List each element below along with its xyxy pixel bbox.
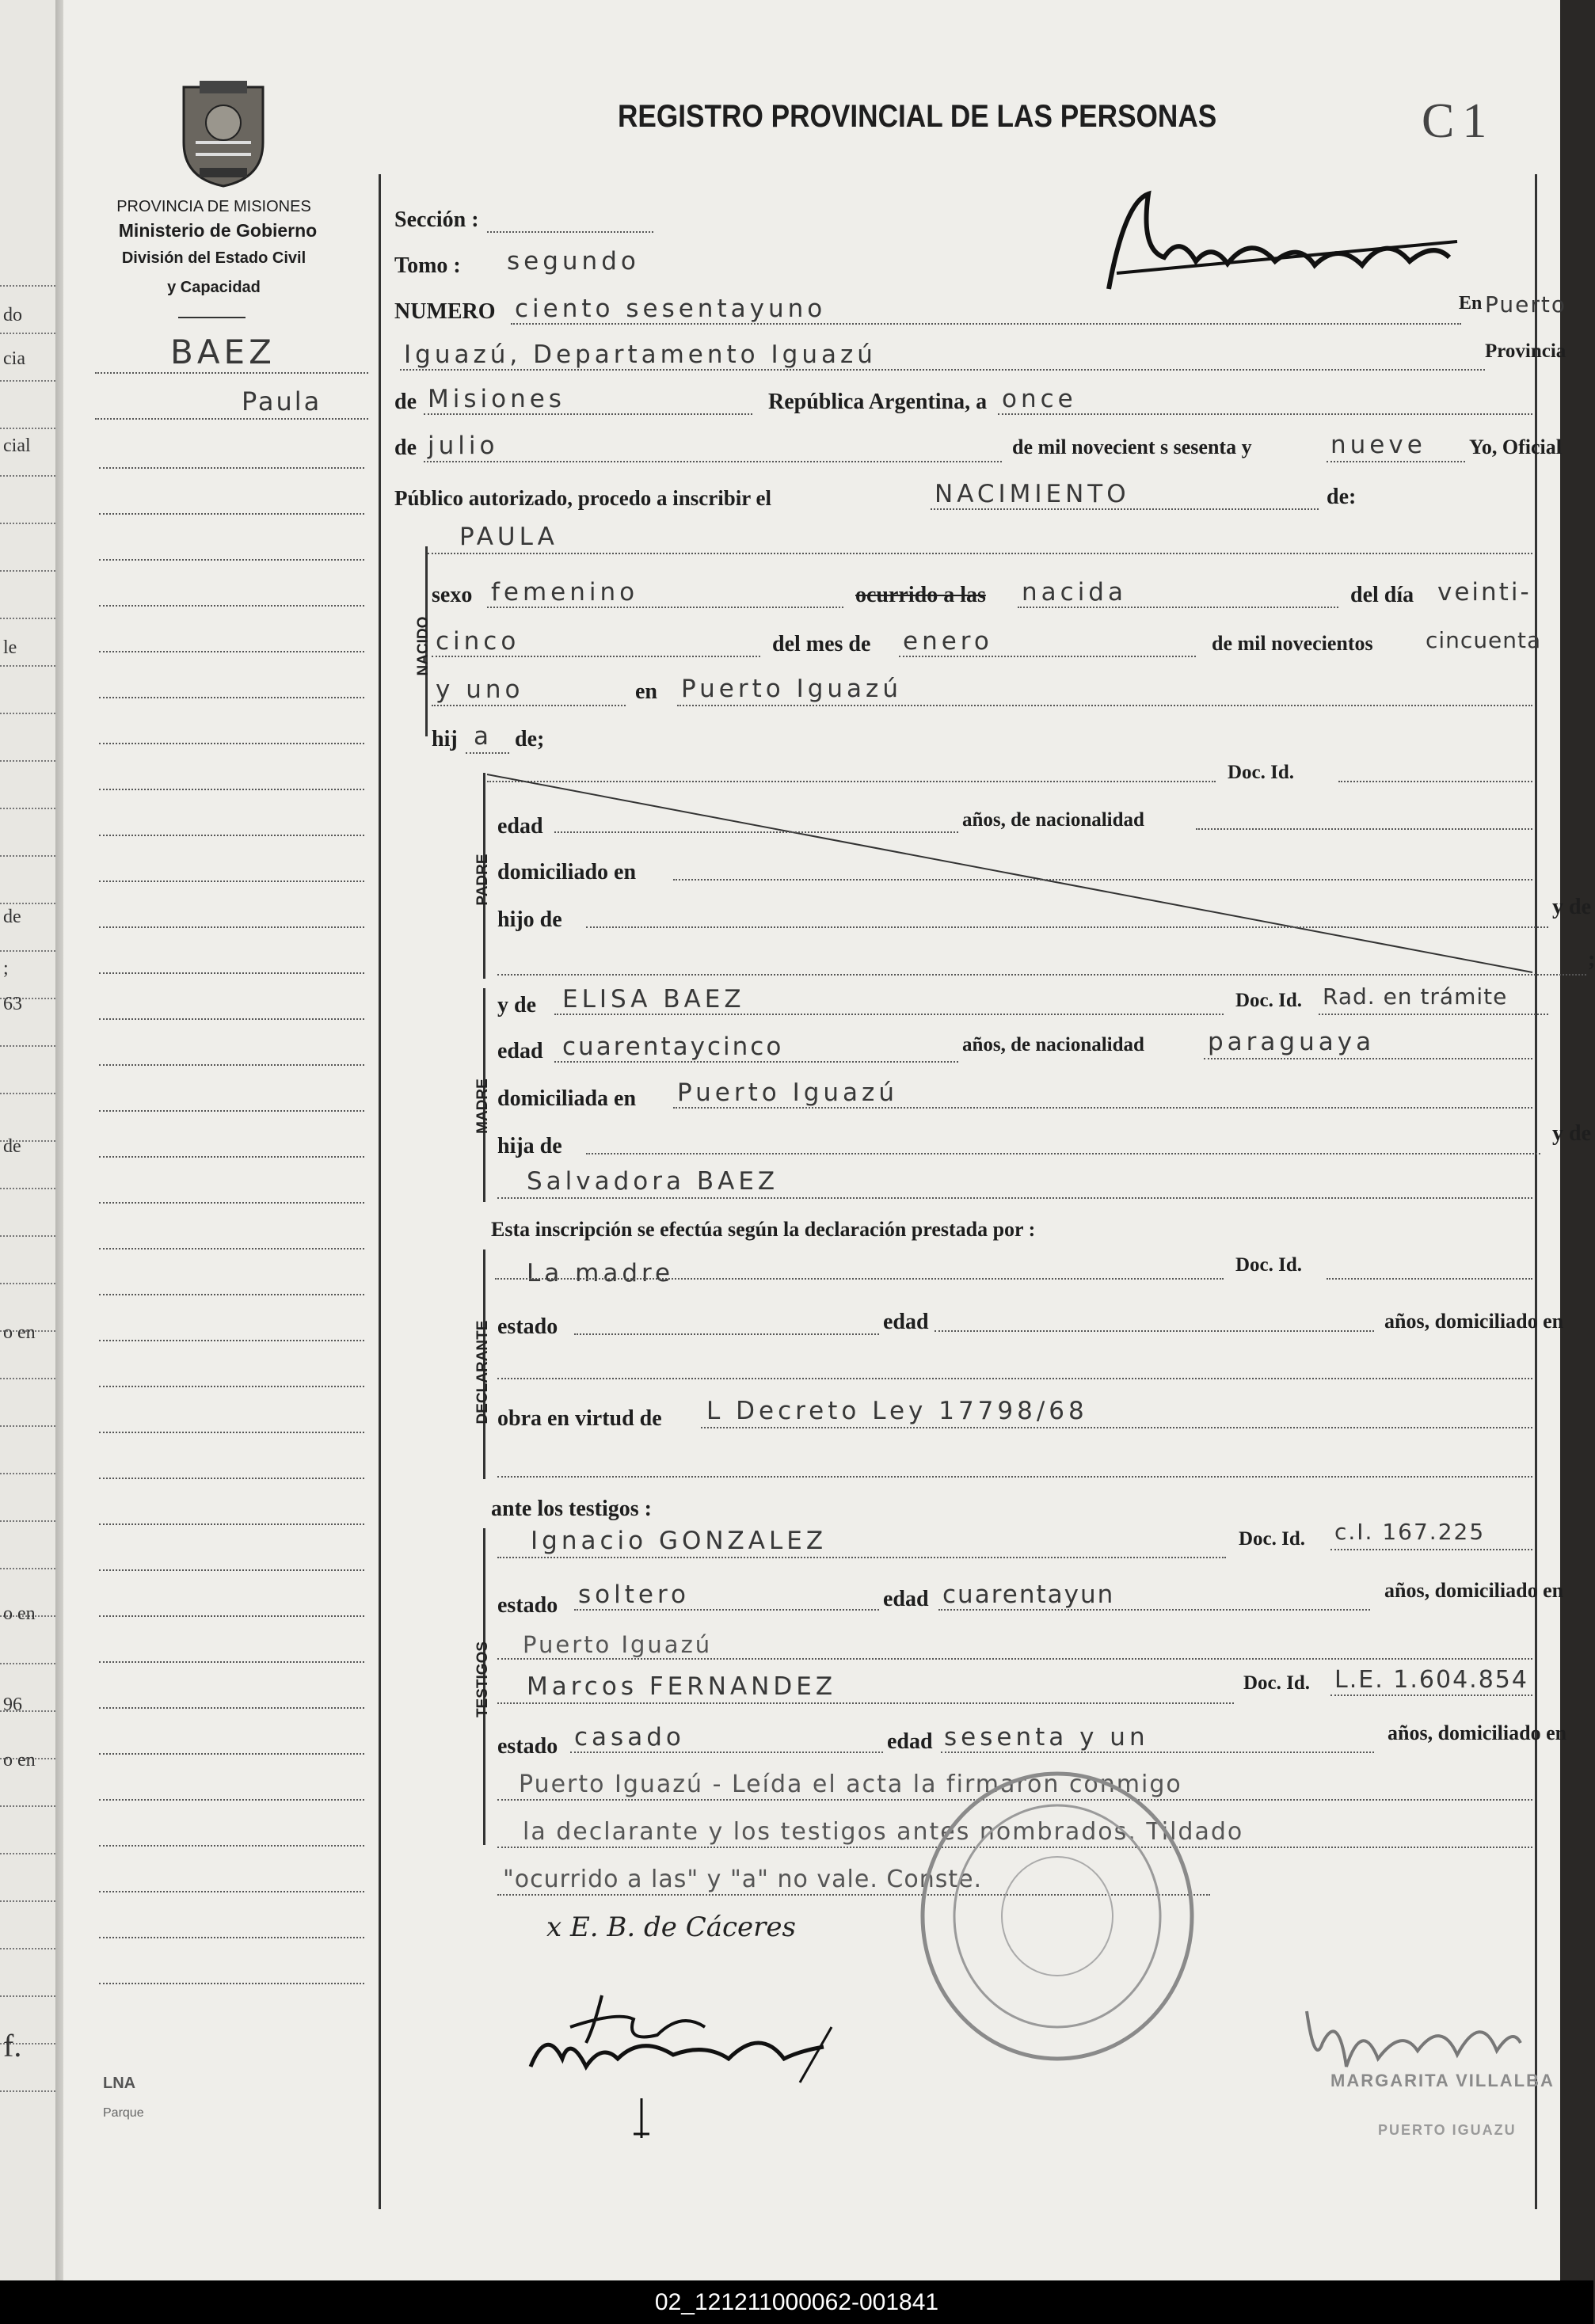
left-margin-rule [99,926,364,928]
left-margin-rule [99,1478,364,1479]
prev-word: le [3,637,17,658]
left-margin-rule [99,1615,364,1617]
ocurrido-value: nacida [1022,578,1127,607]
padre-domicilio-label: domiciliado en [497,860,637,884]
coat-of-arms-icon [176,79,271,190]
place-continuation: Iguazú, Departamento Iguazú [404,340,877,369]
provincia-label: Provincia [1485,340,1566,362]
testigo1-name-field [497,1557,1226,1558]
ocurrido-field [1018,607,1338,608]
anio-field [432,705,626,706]
prev-word: de [3,907,21,927]
testigo2-estado-field [570,1752,883,1753]
lugar-value: Puerto Iguazú [681,675,902,703]
testigo1-doc-value: c.I. 167.225 [1334,1519,1486,1545]
padre-hijo-de-label: hijo de [497,907,562,932]
declarante-name-field [495,1278,1224,1280]
obra-field [701,1427,1532,1428]
sexo-label: sexo [432,583,473,607]
left-margin-rule [99,559,364,561]
testigo1-estado-label: estado [497,1593,558,1618]
notes-line3: "ocurrido a las" y "a" no vale. Conste. [503,1866,983,1893]
prev-word: o en [3,1750,36,1771]
registrar-signature [1093,186,1473,305]
left-margin-rule [99,697,364,698]
notes-line2: la declarante y los testigos antes nombrados. Tildado [523,1818,1244,1846]
declarante-estado-field [574,1333,879,1335]
madre-hija-field [586,1153,1540,1154]
previous-page-edge [0,0,62,2280]
left-margin-rule [99,467,364,469]
left-margin-rule [99,1248,364,1249]
left-margin-rule [99,1845,364,1847]
left-surname: BAEZ [170,333,276,371]
prev-word: o en [3,1322,36,1343]
testigo2-estado-value: casado [574,1723,685,1752]
madre-domicilio-value: Puerto Iguazú [677,1078,898,1107]
column-separator [379,174,381,2209]
act-type-field [931,508,1319,510]
anio-value: cincuenta [1426,627,1542,653]
hijo-label: hij [432,727,458,751]
obra-field-2 [497,1476,1532,1478]
padre-nac-field [1196,828,1532,830]
left-margin-rule [99,1156,364,1158]
notes-line1: Puerto Iguazú - Leída el acta la firmaron conmigo [519,1771,1182,1798]
officer-stamp-place: PUERTO IGUAZU [1378,2122,1517,2138]
left-stamp-fragment2: Parque [103,2106,144,2120]
madre-label: MADRE [474,1078,491,1134]
year-label: de mil novecient s sesenta y [1012,436,1252,458]
day-value: once [1002,385,1077,413]
left-margin-rule [99,1018,364,1020]
testigo2-doc-field [1330,1695,1532,1696]
padre-semicolon: ; [1588,947,1595,972]
official-seal-stamp [915,1766,1200,2067]
prev-word: ; [3,958,9,979]
declarante-domicilio-field [497,1378,1532,1379]
padre-parent-field [497,974,1586,976]
mes-label: del mes de [772,632,871,656]
declarante-anios-label: años, domiciliado en [1384,1310,1564,1333]
mes-field [899,656,1196,657]
declarante-doc-field [1327,1278,1532,1280]
lugar-field [677,705,1532,706]
image-id-footer: 02_121211000062-001841 [0,2280,1593,2324]
declarante-edad-field [935,1330,1374,1332]
testigo1-anios-label: años, domiciliado en [1384,1579,1564,1602]
right-border [1535,174,1537,2209]
madre-nacionalidad-value: paraguaya [1208,1028,1376,1056]
hijo-field [466,752,509,754]
prev-word: f. [3,2028,22,2063]
madre-name-field [554,1014,1224,1015]
prev-word: o en [3,1603,36,1624]
mes-value: enero [903,627,993,656]
tomo-value: segundo [507,247,640,276]
madre-domicilio-field [673,1107,1532,1109]
padre-edad-label: edad [497,814,543,839]
left-margin-rule [99,743,364,744]
prev-word: cial [3,436,31,456]
left-margin-rule [99,789,364,790]
prev-word: cia [3,348,25,369]
register-page [63,0,1595,2280]
left-margin-rule [99,1891,364,1892]
rule [95,372,368,374]
left-header-line4: y Capacidad [167,279,261,296]
left-margin-rule [99,1799,364,1801]
padre-label: PADRE [474,854,491,906]
left-margin-rule [99,1432,364,1433]
left-margin-rule [99,1753,364,1755]
madre-edad-value: cuarentaycinco [562,1033,784,1061]
left-margin-rule [99,1569,364,1571]
nacido-name: PAULA [459,523,558,551]
madre-y-de-2: y de [1552,1121,1591,1146]
testigo2-edad-label: edad [887,1729,933,1754]
madre-doc-label: Doc. Id. [1235,990,1303,1011]
sexo-field [487,607,843,608]
testigo1-edad-label: edad [883,1587,929,1611]
declarante-label: DECLARANTE [474,1320,491,1424]
left-margin-rule [99,1202,364,1204]
prev-word: do [3,305,22,325]
numero-field [511,323,1461,325]
obra-value: L Decreto Ley 17798/68 [706,1397,1088,1425]
testigo2-edad-field [941,1752,1374,1753]
notes-line4: x E. B. de Cáceres [546,1911,796,1943]
left-margin-rule [99,835,364,836]
madre-edad-label: edad [497,1039,543,1063]
left-margin-rule [99,1386,364,1387]
madre-doc-field [1319,1014,1548,1015]
left-margin-rule [99,881,364,882]
padre-doc-label: Doc. Id. [1228,762,1295,783]
testigo2-edad-value: sesenta y un [944,1723,1149,1752]
testigo1-doc-label: Doc. Id. [1239,1528,1306,1550]
madre-name: ELISA BAEZ [562,985,745,1014]
padre-hijo-field [586,926,1548,928]
officer-stamp-name: MARGARITA VILLALBA [1330,2071,1555,2090]
padre-edad-field [554,831,958,833]
padre-anios-label: años, de nacionalidad [962,809,1144,831]
declarante-edad-label: edad [883,1310,929,1334]
de-label: de [394,390,417,414]
prev-word: 96 [3,1695,22,1715]
testigo1-name: Ignacio GONZALEZ [531,1527,828,1555]
madre-hija-de-label: hija de [497,1134,562,1158]
year-field [1327,461,1465,462]
page-code: C1 [1422,94,1495,148]
dia-continuation: cinco [436,627,520,656]
province-value: Misiones [428,385,565,413]
madre-y-de: y de [497,993,536,1017]
month-value: julio [428,432,499,460]
divider [178,317,246,318]
en-value: Puerto [1485,291,1566,318]
left-margin-rule [99,1340,364,1341]
left-margin-rule [99,1983,364,1984]
testigo1-domicilio-field [497,1658,1532,1660]
testigo2-anios-label: años, domiciliado en [1388,1721,1567,1744]
rule [95,418,368,420]
testigo1-estado-value: soltero [578,1580,690,1609]
padre-strike-line [487,774,1532,972]
left-given-name: Paula [242,386,322,416]
madre-mother-field [497,1197,1532,1199]
day-field [998,413,1532,415]
hijo-de: de; [515,727,545,751]
en-label: En [1459,293,1483,314]
act-type: NACIMIENTO [935,480,1130,508]
seccion-field [487,231,653,233]
ocurrido-label: ocurrido a las [855,583,986,607]
left-margin-rule [99,972,364,974]
left-header-line1: PROVINCIA DE MISIONES [116,198,311,215]
left-margin-rule [99,1064,364,1066]
declaracion-text: Esta inscripción se efectúa según la declaración prestada por : [491,1218,1036,1241]
left-margin-rule [99,1707,364,1709]
numero-value: ciento sesentayuno [515,295,827,323]
place-field [400,369,1485,371]
padre-y-de: y de [1552,895,1591,919]
madre-domicilio-label: domiciliada en [497,1086,637,1111]
testigo2-doc-value: L.E. 1.604.854 [1334,1666,1528,1694]
madre-anios-label: años, de nacionalidad [962,1034,1144,1055]
dia-label: del día [1350,583,1414,607]
testigo1-doc-field [1330,1549,1532,1550]
testigos-label: TESTIGOS [474,1641,491,1718]
left-margin-rule [99,1294,364,1295]
de-colon: de: [1327,485,1357,509]
page-title: REGISTRO PROVINCIAL DE LAS PERSONAS [618,99,1217,134]
madre-mother: Salvadora BAEZ [527,1167,779,1196]
hijo-suffix: a [474,722,493,751]
left-margin-rule [99,1937,364,1938]
numero-label: NUMERO [394,299,496,324]
declarante-doc-label: Doc. Id. [1235,1254,1303,1276]
publico-label: Público autorizado, procedo a inscribir el [394,486,771,510]
left-margin-rule [99,513,364,515]
left-margin-rule [99,605,364,607]
madre-nacionalidad-field [1204,1058,1532,1059]
testigo2-doc-label: Doc. Id. [1243,1672,1311,1694]
left-header-line2: Ministerio de Gobierno [118,220,318,241]
left-header-line3: División del Estado Civil [121,249,306,267]
anio-continuation: y uno [436,675,524,704]
tomo-label: Tomo : [394,253,461,278]
madre-doc-value: Rad. en trámite [1323,983,1508,1010]
prev-word: de [3,1136,21,1157]
year-value: nueve [1330,431,1426,459]
seccion-label: Sección : [394,207,479,232]
declarante-estado-label: estado [497,1314,558,1339]
declarante-name: La madre [527,1259,675,1288]
madre-edad-field [554,1061,958,1063]
padre-domicilio-field [673,879,1532,881]
en-label-nacido: en [635,679,657,704]
left-margin-rule [99,651,364,652]
testigo2-name-field [497,1702,1234,1704]
left-margin-rule [99,1661,364,1663]
yo-label: Yo, Oficial [1469,436,1562,458]
province-field [424,413,752,415]
left-margin-rule [99,1523,364,1525]
testigo1-edad-value: cuarentayun [942,1580,1115,1609]
sexo-value: femenino [491,578,639,607]
obra-label: obra en virtud de [497,1406,662,1431]
de-label-2: de [394,436,417,460]
dia-value: veinti- [1437,578,1532,607]
testigo1-estado-field [574,1609,879,1611]
republica-label: República Argentina, a [768,390,988,414]
testigos-intro: ante los testigos : [491,1497,652,1521]
testigo2-estado-label: estado [497,1734,558,1759]
month-field [424,461,1002,462]
anio-label: de mil novecientos [1212,632,1373,655]
testigo1-domicilio: Puerto Iguazú [523,1631,713,1658]
testigo1-edad-field [938,1609,1370,1611]
prev-word: 63 [3,994,22,1014]
dia-field [432,656,760,657]
left-margin-rule [99,1110,364,1112]
left-stamp-fragment: LNA [103,2075,136,2092]
testigo2-name: Marcos FERNANDEZ [527,1672,837,1701]
name-field [428,553,1532,554]
nacido-label: NACIDO [415,616,432,676]
